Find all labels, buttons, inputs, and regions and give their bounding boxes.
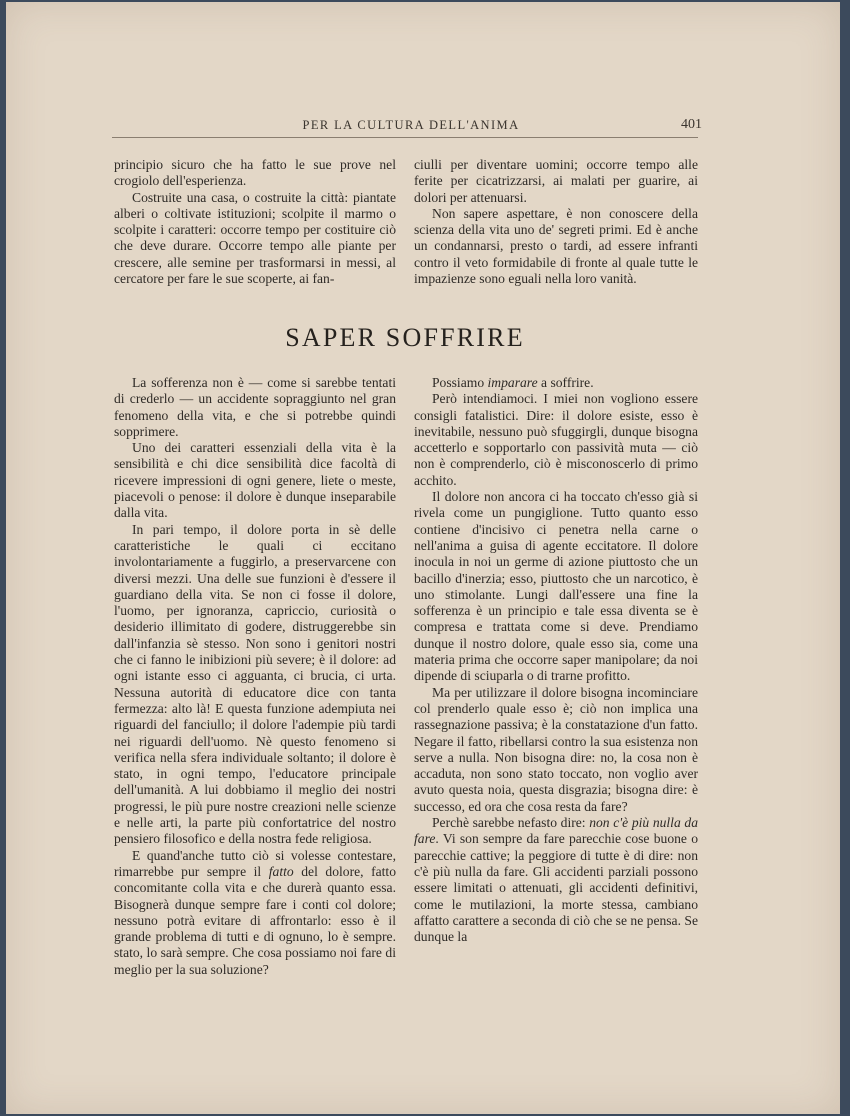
page-header xyxy=(118,118,704,138)
emphasis: fatto xyxy=(268,863,294,879)
paragraph: La sofferenza non è — come si sarebbe tentati di crederlo — un accidente sopraggiunto nel gran fenomeno della vita, e che si potrebbe quindi sopprimere. xyxy=(114,375,396,439)
article-right-column xyxy=(414,375,698,945)
paragraph: ciulli per diventare uomini; occorre tempo alle ferite per cicatrizzarsi, ai malati per guarire, ai dolori per attenuarsi. xyxy=(414,157,698,205)
paragraph: Perchè sarebbe nefasto dire: non c'è più nulla da fare. Vi son sempre da fare parecchie cose buone o parecchie cattive; la peggiore di tutte è di dire: non c'è più nulla da fare. Gli accidenti parziali possono essere limitati o attenuati, gli accidenti definitivi, come le mutilazioni, la morte stessa, cambiano affatto carattere a seconda di ciò che se ne pensa. Se dunque la xyxy=(414,815,698,945)
paragraph: Possiamo imparare a soffrire. xyxy=(432,375,594,390)
section-title: SAPER SOFFRIRE xyxy=(285,323,525,352)
emphasis: non c'è più nulla da fare xyxy=(414,815,698,847)
paragraph: In pari tempo, il dolore porta in sè delle caratteristiche le quali ci eccitano involontariamente a fuggirlo, a preservarcene con diversi mezzi. Una delle sue funzioni è d'essere il guardiano della vita. Se non ci fosse il dolore, l'uomo, per ignoranza, capriccio, curiosità o desiderio illimitato di godere, distruggerebbe sin dall'infanzia sè stesso. Non sono i genitori nostri che ci fanno le inibizioni più severe; è il dolore: ad ogni istante esso ci agguanta, ci brucia, ci urta. Nessuna autorità di educatore dice con tanta fermezza: alto là! E questa funzione adempiuta nei riguardi del fanciullo; il dolore l'adempie più tardi nei riguardi dell'uomo. Nè questo fenomeno si verifica nella sfera individuale soltanto; il dolore è stato, in ogni tempo, l'educatore principale dell'umanità. A lui dobbiamo il meglio dei nostri progressi, le più pure nostre creazioni nelle scienze e nelle arti, la parte più confortatrice del nostro pensiero filosofico e della nostra fede religiosa. xyxy=(114,521,396,847)
emphasis: imparare xyxy=(487,375,538,390)
article-left-column xyxy=(114,375,396,978)
paragraph: Uno dei caratteri essenziali della vita è la sensibilità e chi dice sensibilità dice facoltà di ricevere impressioni di ogni genere, liete o meste, piacevoli o penose: il dolore è dunque inseparabile dalla vita. xyxy=(114,440,396,521)
top-right-column xyxy=(414,157,698,287)
paragraph: Costruite una casa, o costruite la città: piantate alberi o coltivate istituzioni; scolpite il marmo o scolpite i caratteri: occorre tempo per costituire ciò che deve durare. Occorre tempo alle piante per crescere, alle semine per trasformarsi in messi, al cercatore per fare le sue scoperte, ai fan- xyxy=(114,189,396,287)
paragraph: E quand'anche tutto ciò si volesse contestare, rimarrebbe pur sempre il fatto del dolore, fatto concomitante colla vita e che durerà quanto essa. Bisognerà dunque sempre fare i conti col dolore; nessuno potrà evitare di affrontarlo: esso è il grande problema di tutti e di ognuno, lo è sempre. stato, lo sarà sempre. Che cosa possiamo noi fare di meglio per la sua soluzione? xyxy=(114,847,396,977)
paragraph: Non sapere aspettare, è non conoscere della scienza della vita uno de' segreti primi. Ed è anche un condannarsi, presto o tardi, ad essere infranti contro il veto formidabile di fronte al quale tutte le impazienze sono eguali nella loro vanità. xyxy=(414,205,698,287)
running-title: PER LA CULTURA DELL'ANIMA xyxy=(302,118,520,132)
page-number: 401 xyxy=(681,117,702,132)
paragraph: principio sicuro che ha fatto le sue prove nel crogiolo dell'esperienza. xyxy=(114,157,396,189)
header-rule xyxy=(112,137,698,138)
paragraph: Però intendiamoci. I miei non vogliono essere consigli fatalistici. Dire: il dolore esiste, esso è inevitabile, nessuno può sfuggirgli, dunque bisogna accetterlo e sopportarlo con passività muta — ciò non è comprenderlo, ciò è misconoscerlo di primo acchito. xyxy=(414,391,698,488)
paragraph: Ma per utilizzare il dolore bisogna incominciare col prenderlo quale esso è; ciò non implica una rassegnazione passiva; è la constatazione d'un fatto. Negare il fatto, ribellarsi contro la sua esistenza non serve a nulla. Non bisogna dire: no, la cosa non è accaduta, non sono stato toccato, non voglio aver avuto questa noia, questa disgrazia; bisogna dire: è successo, ed ora che cosa resta da fare? xyxy=(414,684,698,814)
paragraph: Il dolore non ancora ci ha toccato ch'esso già si rivela come un pungiglione. Tutto quanto esso contiene d'incisivo ci penetra nella carne o nell'anima a guisa di agente eccitatore. Il dolore inocula in noi un germe di azione piuttosto che un bacillo d'inerzia; esso, piuttosto che un narcotico, è uno stimolante. Lungi dall'essere una fine la sofferenza è un principio e tale essa diventa se è compresa e trattata come si deve. Prendiamo dunque il nostro dolore, quale esso sia, come una materia prima che occorre saper manipolare; da noi dipende di sciuparla o di trarne profitto. xyxy=(414,489,698,684)
top-left-column xyxy=(114,157,396,287)
